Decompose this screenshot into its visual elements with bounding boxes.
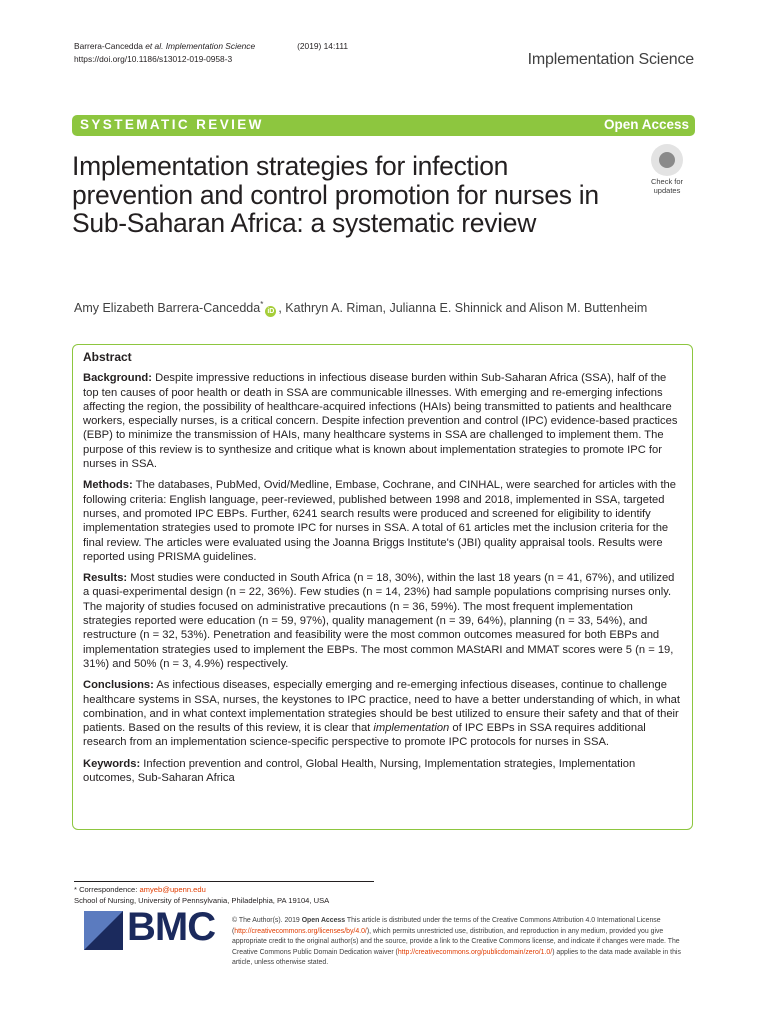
abstract-conclusions: Conclusions: As infectious diseases, especially emerging and re-emerging infectious diseases, continue to challenge healthcare systems in SSA, nurses, the keystones to IPC practice, need to have a better understanding of which, in what combination, and in what context implementation strategies should be best utilized to ensure their safety and that of their patients. Based on the results of this review, it is clear that implementation of IPC EBPs in SSA requires additional research from an implementation science-specific perspective to promote IPC protocols for nurses in SSA. bbox=[83, 679, 680, 749]
abstract-results: Results: Most studies were conducted in South Africa (n = 18, 30%), within the last 18 years (n = 41, 67%), and utilized a quasi-experimental design (n = 22, 36%). Few studies (n = 14, 23%) had sample populations comprising nurses only. The majority of studies focused on administrative precautions (n = 36, 59%). The most frequent implementation strategies reported were education (n = 59, 97%), quality management (n = 39, 64%), planning (n = 33, 54%), and restructure (n = 32, 53%). Penetration and feasibility were the most common outcomes measured for both EBPs and implementation strategies used to implement the EBPs. The most common MAStARI and MMAT scores were 5 (n = 19, 31%) and 50% (n = 3, 4.9%) respectively. bbox=[83, 572, 675, 670]
abstract-heading: Abstract bbox=[83, 350, 132, 364]
badge-line2: updates bbox=[653, 185, 681, 195]
license-statement: © The Author(s). 2019 Open Access This article is distributed under the terms of the Creative Commons Attribution 4.0 International License (http://creativecommons.org/licenses/by/4.0/), which permits unrestricted use, distribution, and reproduction in any medium, provided you give appropriate credit to the original author(s) and the source, provide a link to the Creative Commons license, and indicate if changes were made. The Creative Commons Public Domain Dedication waiver (http://creativecommons.org/publicdomain/zero/1.0/) applies to the data made available in this article, unless otherwise stated. bbox=[232, 917, 681, 967]
bmc-logo bbox=[84, 905, 218, 957]
corresponding-mark: * bbox=[260, 300, 264, 309]
article-type-banner bbox=[72, 115, 695, 136]
open-access-label: Open Access bbox=[603, 117, 689, 132]
journal-name: Implementation Science bbox=[527, 51, 694, 68]
license-open-access: Open Access bbox=[301, 917, 346, 924]
orcid-icon[interactable]: iD bbox=[267, 308, 275, 316]
correspondence-label: * Correspondence: bbox=[74, 885, 140, 894]
correspondence-footnote bbox=[74, 884, 329, 906]
article-title: Implementation strategies for infection prevention and control promotion for nurses in Sub-Saharan Africa: a systematic review bbox=[72, 151, 599, 238]
license-link-by[interactable]: http://creativecommons.org/licenses/by/4.0/ bbox=[234, 927, 367, 935]
citation-header bbox=[74, 40, 404, 65]
correspondence-email[interactable]: amyeb@upenn.edu bbox=[139, 885, 206, 894]
first-author[interactable]: Amy Elizabeth Barrera-Cancedda bbox=[74, 301, 261, 316]
article-type-label: SYSTEMATIC REVIEW bbox=[80, 117, 264, 132]
badge-line1: Check for bbox=[650, 177, 684, 186]
citation-year: (2019) 14:111 bbox=[297, 41, 349, 51]
check-updates-icon bbox=[651, 144, 683, 176]
check-for-updates-badge[interactable] bbox=[640, 144, 694, 198]
citation-authors: Barrera-Cancedda bbox=[74, 41, 146, 51]
bmc-logo-text: BMC bbox=[127, 905, 216, 949]
abstract-background: Background: Despite impressive reductions in infectious disease burden within Sub-Saharan Africa (SSA), half of the top ten causes of poor health or death in SSA are communicable illnesses. With emerging and re-emerging infections affecting the region, the possibility of healthcare-acquired infections (HAIs) being transmitted to patients and healthcare workers, especially nurses, is a critical concern. Despite infection prevention and control (IPC) evidence-based practices (EBP) to minimize the transmission of HAIs, many healthcare systems in SSA are challenged to implement them. The purpose of this review is to synthesize and critique what is known about implementation strategies to promote IPC for nurses in SSA. bbox=[83, 372, 678, 471]
other-authors: , Kathryn A. Riman, Julianna E. Shinnick and Alison M. Buttenheim bbox=[278, 301, 648, 316]
doi-link[interactable]: https://doi.org/10.1186/s13012-019-0958-3 bbox=[74, 53, 233, 64]
license-link-zero[interactable]: http://creativecommons.org/publicdomain/zero/1.0/ bbox=[397, 948, 553, 956]
abstract-methods: Methods: The databases, PubMed, Ovid/Medline, Embase, Cochrane, and CINHAL, were searched for articles with the following criteria: English language, peer-reviewed, published between 1998 and 2018, implemented in SSA, targeted nurses, and promoted IPC EBPs. Further, 6241 search results were produced and screened for eligibility to identify implementation strategies used to promote IPC for nurses in SSA. A total of 61 articles met the inclusion criteria for the final review. The articles were evaluated using the Joanna Briggs Institute's (JBI) quality appraisal tools. Results were reported using PRISMA guidelines. bbox=[83, 479, 677, 563]
abstract-keywords: Keywords: Infection prevention and control, Global Health, Nursing, Implementation strategies, Implementation outcomes, Sub-Saharan Africa bbox=[83, 757, 636, 785]
author-list bbox=[74, 300, 647, 317]
footnote-divider bbox=[74, 881, 374, 882]
citation-etal: et al. Implementation Science bbox=[145, 41, 256, 51]
abstract-box bbox=[72, 344, 693, 830]
affiliation: School of Nursing, University of Pennsylvania, Philadelphia, PA 19104, USA bbox=[74, 896, 330, 905]
